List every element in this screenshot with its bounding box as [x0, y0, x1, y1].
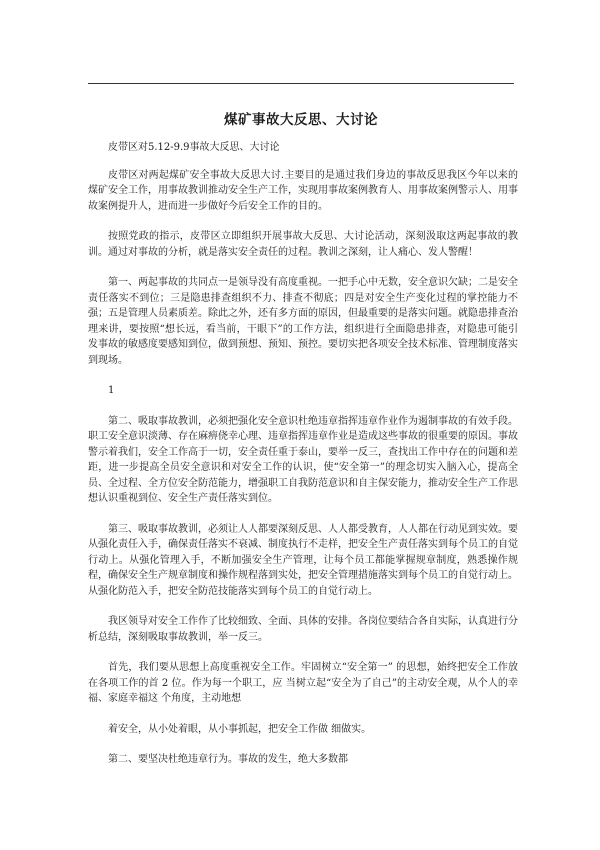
paragraph-point-three: 第三、吸取事故教训，必须让人人都要深刻反思、人人都受教育，人人都在行动见到实效。要从强化责任入手，确保责任落实不衰减、制度执行不走样，把安全生产责任落实到每个员工的自觉行动上。从强化管理入手，不断加强安全生产管理，让每个员工都能掌握规章制度，熟悉操作规程，确保安全生产规章制度和操作规程落到实处，把安全管理措施落实到每个员工的自觉行动上。从强化防范入手，把安全防范技能落实到每个员工的自觉行动上。 — [88, 523, 518, 597]
document-body — [88, 140, 518, 783]
paragraph-point-one: 第一、两起事故的共同点一是领导没有高度重视。一把手心中无数，安全意识欠缺；二是安全责任落实不到位；三是隐患排查组织不力、排查不彻底；四是对安全生产变化过程的掌控能力不强；五是管理人员素质差。除此之外，还有多方面的原因，但最重要的是落实问题。就隐患排查治理来讲，要按照“想长远，看当前，干眼下”的工作方法，组织进行全面隐患排查，对隐患可能引发事故的敏感度要感知到位，做到预想、预知、预控。要切实把各项安全技术标准、管理制度落实到现场。 — [88, 277, 518, 366]
top-rule — [88, 83, 514, 84]
page-number: 1 — [108, 385, 115, 396]
paragraph-intro: 皮带区对两起煤矿安全事故大反思大讨.主要目的是通过我们身边的事故反思我区今年以来的煤矿安全工作，用事故教训推动安全生产工作，实现用事故案例教育人、用事故案例警示人、用事故案例提升人，进而进一步做好今后安全工作的目的。 — [88, 169, 518, 212]
paragraph-second: 第二、要坚决杜绝违章行为。事故的发生，绝大多数都 — [108, 754, 348, 765]
paragraph-point-two: 第二、吸取事故教训，必须把强化安全意识杜绝违章指挥违章作业作为遏制事故的有效手段。职工安全意识淡薄、存在麻痹侥幸心理、违章指挥违章作业是造成这些事故的很重要的原因。事故警示着我们，安全工作高于一切，安全责任重于泰山，要举一反三，查找出工作中存在的问题和差距，进一步提高全员安全意识和对安全工作的认识，使“安全第一”的理念切实入脑入心，提高全员、全过程、全方位安全防范能力，增强职工自我防范意识和自主保安能力，推动安全生产工作思想认识重视到位、安全生产责任落实到位。 — [88, 415, 518, 504]
document-title: 煤矿事故大反思、大讨论 — [224, 112, 378, 128]
paragraph-leadership: 我区领导对安全工作作了比较细致、全面、具体的安排。各岗位要结合各自实际，认真进行分析总结，深刻吸取事故教训，举一反三。 — [88, 616, 518, 643]
paragraph-safety: 着安全，从小处着眼，从小事抓起，把安全工作做 细做实。 — [108, 723, 372, 735]
paragraph-instructions: 按照党政的指示，皮带区立即组织开展事故大反思、大讨论活动，深刻汲取这两起事故的教训。通过对事故的分析，就是落实安全责任的过程。教训之深刻，让人痛心、发人警醒！ — [88, 231, 518, 258]
document-subtitle: 皮带区对5.12-9.9事故大反思、大讨论 — [108, 142, 280, 153]
paragraph-first: 首先，我们要从思想上高度重视安全工作。牢固树立“安全第一” 的思想，始终把安全工作放在各项工作的首 2 位。作为每一个职工，应 当树立起“安全为了自己”的主动安全观，从个人的幸福、家庭幸福这 个角度，主动地想 — [88, 662, 518, 704]
